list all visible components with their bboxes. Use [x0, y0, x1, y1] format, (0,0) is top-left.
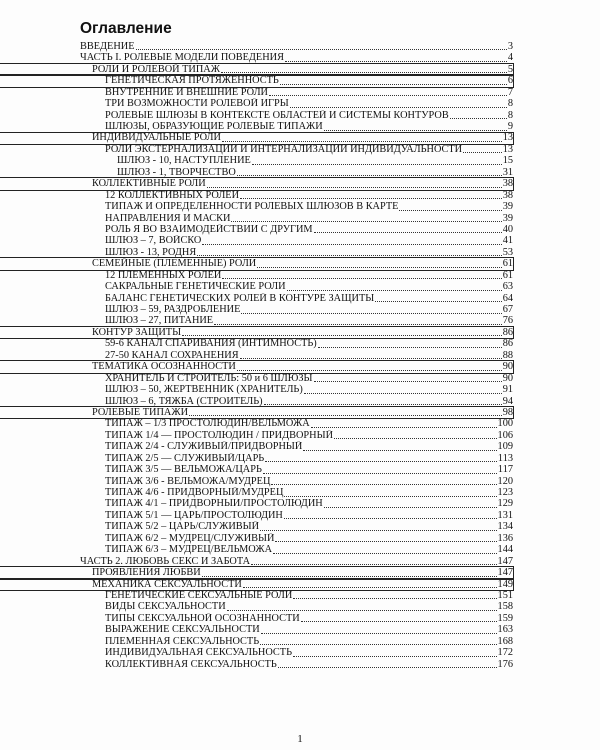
toc-entry[interactable] — [0, 316, 513, 327]
toc-entry-page: 120 — [497, 475, 513, 487]
dot-leader — [214, 323, 502, 325]
toc-entry-label: ЧАСТЬ 2. ЛЮБОВЬ СЕКС И ЗАБОТА — [80, 555, 251, 567]
toc-entry-label: КОНТУР ЗАЩИТЫ — [92, 326, 182, 338]
toc-entry-page: 147 — [497, 567, 513, 579]
dot-leader — [269, 94, 507, 96]
toc-entry[interactable] — [0, 155, 513, 166]
toc-entry[interactable] — [0, 544, 513, 555]
toc-entry-page: 38 — [502, 189, 513, 201]
toc-entry-label: ШЛЮЗ – 59, РАЗДРОБЛЕНИЕ — [105, 304, 241, 316]
toc-entry[interactable] — [0, 281, 513, 292]
toc-entry[interactable] — [0, 201, 513, 212]
toc-entry-label: ЧАСТЬ I. РОЛЕВЫЕ МОДЕЛИ ПОВЕДЕНИЯ — [80, 52, 284, 64]
toc-entry-label: ТИПАЖ 3/5 — ВЕЛЬМОЖА/ЦАРЬ — [105, 464, 262, 476]
dot-leader — [207, 186, 502, 188]
dot-leader — [278, 666, 497, 668]
toc-entry-page: 31 — [502, 166, 513, 178]
dot-leader — [293, 655, 497, 657]
toc-entry-page: 91 — [502, 384, 513, 396]
toc-entry-page: 61 — [502, 269, 513, 281]
dot-leader — [182, 334, 502, 336]
toc-entry-label: ИНДИВИДУАЛЬНЫЕ РОЛИ — [92, 132, 221, 144]
dot-leader — [399, 209, 501, 211]
dot-leader — [334, 437, 497, 439]
toc-entry-label: ТИПАЖ – 1/3 ПРОСТОЛЮДИН/ВЕЛЬМОЖА — [105, 418, 310, 430]
toc-entry-label: ШЛЮЗ - 10, НАСТУПЛЕНИЕ — [117, 155, 251, 167]
toc-entry[interactable] — [0, 270, 513, 281]
toc-entry-page: 5 — [507, 63, 513, 75]
dot-leader — [261, 632, 497, 634]
dot-leader — [264, 403, 502, 405]
toc-entry[interactable] — [0, 430, 513, 441]
toc-entry-label: ТИПАЖ 5/2 – ЦАРЬ/СЛУЖИВЫЙ — [105, 521, 260, 533]
dot-leader — [202, 243, 501, 245]
dot-leader — [284, 495, 496, 497]
toc-entry[interactable] — [0, 75, 513, 86]
dot-leader — [189, 414, 502, 416]
toc-entry[interactable] — [0, 464, 513, 475]
toc-entry-label: ГЕНЕТИЧЕСКИЕ СЕКСУАЛЬНЫЕ РОЛИ — [105, 590, 293, 601]
toc-entry-label: ШЛЮЗ – 50, ЖЕРТВЕННИК (ХРАНИТЕЛЬ) — [105, 384, 303, 396]
dot-leader — [324, 506, 497, 508]
dot-leader — [227, 609, 497, 611]
toc-entry-page: 172 — [497, 647, 513, 659]
dot-leader — [275, 540, 496, 542]
toc-entry[interactable] — [0, 590, 513, 601]
toc-entry-page: 109 — [497, 441, 513, 453]
dot-leader — [314, 380, 502, 382]
toc-entry[interactable] — [0, 579, 513, 590]
toc-entry-label: РОЛИ И РОЛЕВОЙ ТИПАЖ — [92, 63, 220, 75]
dot-leader — [293, 597, 496, 599]
toc-entry[interactable] — [0, 304, 513, 315]
dot-leader — [287, 289, 502, 291]
toc-entry-page: 88 — [502, 349, 513, 361]
toc-entry-label: ТИПАЖ 3/6 - ВЕЛЬМОЖА/МУДРЕЦ — [105, 475, 271, 487]
toc-entry-page: 100 — [497, 418, 513, 430]
toc-entry-label: ВИДЫ СЕКСУАЛЬНОСТИ — [105, 601, 226, 613]
toc-entry-label: ТИПАЖ 4/6 - ПРИДВОРНЫЙ/МУДРЕЦ — [105, 487, 284, 499]
toc-entry[interactable] — [0, 567, 513, 578]
toc-entry-page: 9 — [507, 121, 513, 133]
toc-entry-label: ТИПАЖ И ОПРЕДЕЛЕННОСТИ РОЛЕВЫХ ШЛЮЗОВ В КАРТЕ — [105, 201, 399, 213]
toc-entry[interactable] — [0, 601, 513, 612]
dot-leader — [240, 197, 502, 199]
toc-entry-page: 168 — [497, 635, 513, 647]
toc-entry[interactable] — [0, 556, 513, 567]
toc-entry-page: 86 — [502, 338, 513, 350]
toc-entry-label: ХРАНИТЕЛЬ И СТРОИТЕЛЬ: 50 и 6 ШЛЮЗЫ — [105, 372, 313, 384]
toc-entry-page: 4 — [507, 52, 513, 64]
dot-leader — [265, 460, 497, 462]
toc-entry[interactable] — [0, 407, 513, 418]
toc-entry-label: ШЛЮЗ - 1, ТВОРЧЕСТВО — [117, 166, 236, 178]
toc-entry-label: РОЛЬ Я ВО ВЗАИМОДЕЙСТВИИ С ДРУГИМ — [105, 224, 313, 235]
dot-leader — [257, 266, 501, 268]
dot-leader — [324, 129, 507, 131]
dot-leader — [271, 483, 496, 485]
toc-entry-page: 98 — [502, 407, 513, 418]
toc-entry[interactable] — [0, 384, 513, 395]
dot-leader — [221, 71, 507, 73]
toc-entry[interactable] — [0, 487, 513, 498]
toc-entry-label: ВЫРАЖЕНИЕ СЕКСУАЛЬНОСТИ — [105, 624, 260, 636]
toc-entry[interactable] — [0, 144, 513, 155]
toc-entry-label: ВВЕДЕНИЕ — [80, 41, 135, 52]
toc-entry[interactable] — [0, 338, 513, 349]
page-title: Оглавление — [80, 20, 172, 37]
toc-entry[interactable] — [0, 636, 513, 647]
toc-entry-label: ТИПЫ СЕКСУАЛЬНОЙ ОСОЗНАННОСТИ — [105, 612, 300, 624]
dot-leader — [197, 254, 501, 256]
toc-entry-label: 12 КОЛЛЕКТИВНЫХ РОЛЕЙ — [105, 189, 240, 201]
dot-leader — [273, 552, 496, 554]
toc-entry-page: 149 — [497, 578, 513, 590]
dot-leader — [303, 449, 496, 451]
toc-entry-label: КОЛЛЕКТИВНАЯ СЕКСУАЛЬНОСТЬ — [105, 658, 277, 670]
toc-entry-label: ПРОЯВЛЕНИЯ ЛЮБВИ — [92, 567, 201, 579]
dot-leader — [314, 231, 502, 233]
toc-entry[interactable] — [0, 235, 513, 246]
toc-entry-label: НАПРАВЛЕНИЯ И МАСКИ — [105, 212, 231, 224]
toc-entry-label: ШЛЮЗ - 13, РОДНЯ — [105, 246, 197, 258]
toc-entry-label: ВНУТРЕННИЕ И ВНЕШНИЕ РОЛИ — [105, 86, 268, 98]
toc-entry-page: 39 — [502, 201, 513, 213]
toc-entry-page: 13 — [502, 132, 513, 144]
toc-entry-page: 64 — [502, 292, 513, 304]
toc-entry-page: 8 — [507, 98, 513, 110]
toc-entry-label: ТИПАЖ 6/3 – МУДРЕЦ/ВЕЛЬМОЖА — [105, 544, 273, 556]
toc-entry-page: 7 — [507, 86, 513, 98]
toc-entry[interactable] — [0, 110, 513, 121]
dot-leader — [202, 575, 497, 577]
toc-entry[interactable] — [0, 521, 513, 532]
toc-entry-page: 94 — [502, 395, 513, 407]
toc-entry-page: 123 — [497, 487, 513, 499]
toc-entry-page: 63 — [502, 281, 513, 293]
dot-leader — [311, 426, 497, 428]
toc-entry-label: ТИПАЖ 2/4 - СЛУЖИВЫЙ/ПРИДВОРНЫЙ — [105, 441, 303, 453]
toc-entry[interactable] — [0, 613, 513, 624]
toc-entry[interactable] — [0, 178, 513, 189]
toc-entry-page: 39 — [502, 212, 513, 224]
toc-entry-label: ТИПАЖ 1/4 — ПРОСТОЛЮДИН / ПРИДВОРНЫЙ — [105, 429, 333, 441]
page-number: 1 — [297, 733, 303, 745]
toc-entry-page: 86 — [502, 326, 513, 338]
toc-entry[interactable] — [0, 293, 513, 304]
toc-entry[interactable] — [0, 373, 513, 384]
toc-entry[interactable] — [0, 41, 513, 52]
toc-entry-label: КОЛЛЕКТИВНЫЕ РОЛИ — [92, 178, 206, 190]
dot-leader — [260, 529, 496, 531]
dot-leader — [222, 140, 502, 142]
toc-entry-label: ТЕМАТИКА ОСОЗНАННОСТИ — [92, 361, 236, 373]
toc-entry-page: 40 — [502, 224, 513, 235]
toc-entry-label: 59-6 КАНАЛ СПАРИВАНИЯ (ИНТИМНОСТЬ) — [105, 338, 317, 350]
dot-leader — [241, 312, 501, 314]
toc-entry-page: 158 — [497, 601, 513, 613]
table-of-contents — [0, 41, 600, 670]
dot-leader — [280, 83, 507, 85]
toc-entry[interactable] — [0, 476, 513, 487]
toc-entry-label: БАЛАНС ГЕНЕТИЧЕСКИХ РОЛЕЙ В КОНТУРЕ ЗАЩИТЫ — [105, 292, 375, 304]
toc-entry-label: ИНДИВИДУАЛЬНАЯ СЕКСУАЛЬНОСТЬ — [105, 647, 292, 659]
toc-entry-label: ПЛЕМЕННАЯ СЕКСУАЛЬНОСТЬ — [105, 635, 260, 647]
toc-entry-page: 176 — [497, 658, 513, 670]
toc-entry-label: ШЛЮЗ – 6, ТЯЖБА (СТРОИТЕЛЬ) — [105, 395, 263, 407]
dot-leader — [251, 563, 496, 565]
toc-entry-page: 90 — [502, 372, 513, 384]
toc-entry-label: ШЛЮЗ – 27, ПИТАНИЕ — [105, 315, 214, 327]
toc-entry[interactable] — [0, 350, 513, 361]
toc-entry[interactable] — [0, 64, 513, 75]
toc-entry-label: ШЛЮЗЫ, ОБРАЗУЮЩИЕ РОЛЕВЫЕ ТИПАЖИ — [105, 121, 323, 133]
toc-entry[interactable] — [0, 499, 513, 510]
toc-entry[interactable] — [0, 213, 513, 224]
toc-entry-label: ШЛЮЗ – 7, ВОЙСКО — [105, 235, 202, 247]
toc-entry-page: 136 — [497, 532, 513, 544]
toc-entry-page: 41 — [502, 235, 513, 247]
toc-entry-label: РОЛЕВЫЕ ТИПАЖИ — [92, 407, 189, 418]
toc-entry-page: 129 — [497, 498, 513, 510]
toc-entry[interactable] — [0, 52, 513, 63]
toc-entry-label: ГЕНЕТИЧЕСКАЯ ПРОТЯЖЕННОСТЬ — [105, 75, 279, 87]
toc-entry-label: ТИПАЖ 2/5 — СЛУЖИВЫЙ/ЦАРЬ — [105, 452, 265, 464]
toc-entry[interactable] — [0, 441, 513, 452]
toc-entry[interactable] — [0, 327, 513, 338]
toc-entry-page: 131 — [497, 509, 513, 521]
dot-leader — [243, 586, 497, 588]
toc-entry[interactable] — [0, 510, 513, 521]
toc-entry-label: ТИПАЖ 6/2 – МУДРЕЦ/СЛУЖИВЫЙ — [105, 532, 275, 544]
toc-entry[interactable] — [0, 659, 513, 670]
toc-entry[interactable] — [0, 453, 513, 464]
dot-leader — [260, 643, 496, 645]
toc-entry[interactable] — [0, 87, 513, 98]
toc-entry[interactable] — [0, 121, 513, 132]
toc-entry-page: 144 — [497, 544, 513, 556]
toc-entry-page: 106 — [497, 429, 513, 441]
toc-entry-page: 3 — [507, 41, 513, 52]
toc-entry-page: 134 — [497, 521, 513, 533]
toc-entry-page: 76 — [502, 315, 513, 327]
toc-entry[interactable] — [0, 247, 513, 258]
toc-entry-page: 53 — [502, 246, 513, 258]
toc-entry-label: ТРИ ВОЗМОЖНОСТИ РОЛЕВОЙ ИГРЫ — [105, 98, 289, 110]
toc-entry-page: 6 — [507, 75, 513, 87]
toc-entry-page: 8 — [507, 109, 513, 121]
toc-entry-page: 61 — [502, 258, 513, 270]
toc-entry-label: РОЛИ ЭКСТЕРНАЛИЗАЦИИ И ИНТЕРНАЛИЗАЦИИ ИНДИВИДУАЛЬНОСТИ — [105, 143, 463, 155]
toc-entry[interactable] — [0, 258, 513, 269]
toc-entry-page: 151 — [497, 590, 513, 601]
dot-leader — [252, 163, 502, 165]
toc-entry[interactable] — [0, 190, 513, 201]
dot-leader — [301, 620, 497, 622]
toc-entry-page: 15 — [502, 155, 513, 167]
toc-entry-label: 12 ПЛЕМЕННЫХ РОЛЕЙ — [105, 269, 222, 281]
dot-leader — [240, 357, 502, 359]
dot-leader — [231, 220, 501, 222]
toc-entry-page: 159 — [497, 612, 513, 624]
toc-entry-label: ТИПАЖ 5/1 — ЦАРЬ/ПРОСТОЛЮДИН — [105, 509, 283, 521]
toc-entry-label: САКРАЛЬНЫЕ ГЕНЕТИЧЕСКИЕ РОЛИ — [105, 281, 286, 293]
toc-entry-page: 113 — [497, 452, 513, 464]
toc-entry[interactable] — [0, 98, 513, 109]
toc-entry-label: ТИПАЖ 4/1 – ПРИДВОРНЫЙ/ПРОСТОЛЮДИН — [105, 498, 323, 510]
toc-entry-page: 38 — [502, 178, 513, 190]
dot-leader — [263, 472, 497, 474]
dot-leader — [136, 48, 507, 50]
dot-leader — [318, 346, 502, 348]
toc-entry-page: 117 — [497, 464, 513, 476]
dot-leader — [450, 117, 507, 119]
dot-leader — [237, 369, 502, 371]
toc-entry[interactable] — [0, 361, 513, 372]
dot-leader — [285, 60, 507, 62]
dot-leader — [375, 300, 501, 302]
toc-entry-label: РОЛЕВЫЕ ШЛЮЗЫ В КОНТЕКСТЕ ОБЛАСТЕЙ И СИСТЕМЫ КОНТУРОВ — [105, 109, 449, 121]
toc-entry[interactable] — [0, 624, 513, 635]
dot-leader — [237, 174, 502, 176]
toc-entry-label: СЕМЕЙНЫЕ (ПЛЕМЕННЫЕ) РОЛИ — [92, 258, 257, 270]
dot-leader — [304, 392, 502, 394]
toc-entry-label: 27-50 КАНАЛ СОХРАНЕНИЯ — [105, 349, 239, 361]
toc-entry-page: 13 — [502, 143, 513, 155]
toc-entry-label: МЕХАНИКА СЕКСУАЛЬНОСТИ — [92, 578, 242, 590]
dot-leader — [284, 517, 497, 519]
dot-leader — [463, 151, 502, 153]
toc-entry[interactable] — [0, 533, 513, 544]
toc-entry[interactable] — [0, 224, 513, 235]
toc-entry[interactable] — [0, 167, 513, 178]
toc-entry[interactable] — [0, 396, 513, 407]
toc-entry-page: 67 — [502, 304, 513, 316]
dot-leader — [290, 106, 507, 108]
toc-entry-page: 147 — [497, 555, 513, 567]
toc-entry-page: 90 — [502, 361, 513, 373]
dot-leader — [222, 277, 501, 279]
toc-entry-page: 163 — [497, 624, 513, 636]
toc-entry[interactable] — [0, 418, 513, 429]
toc-entry[interactable] — [0, 647, 513, 658]
toc-entry[interactable] — [0, 133, 513, 144]
